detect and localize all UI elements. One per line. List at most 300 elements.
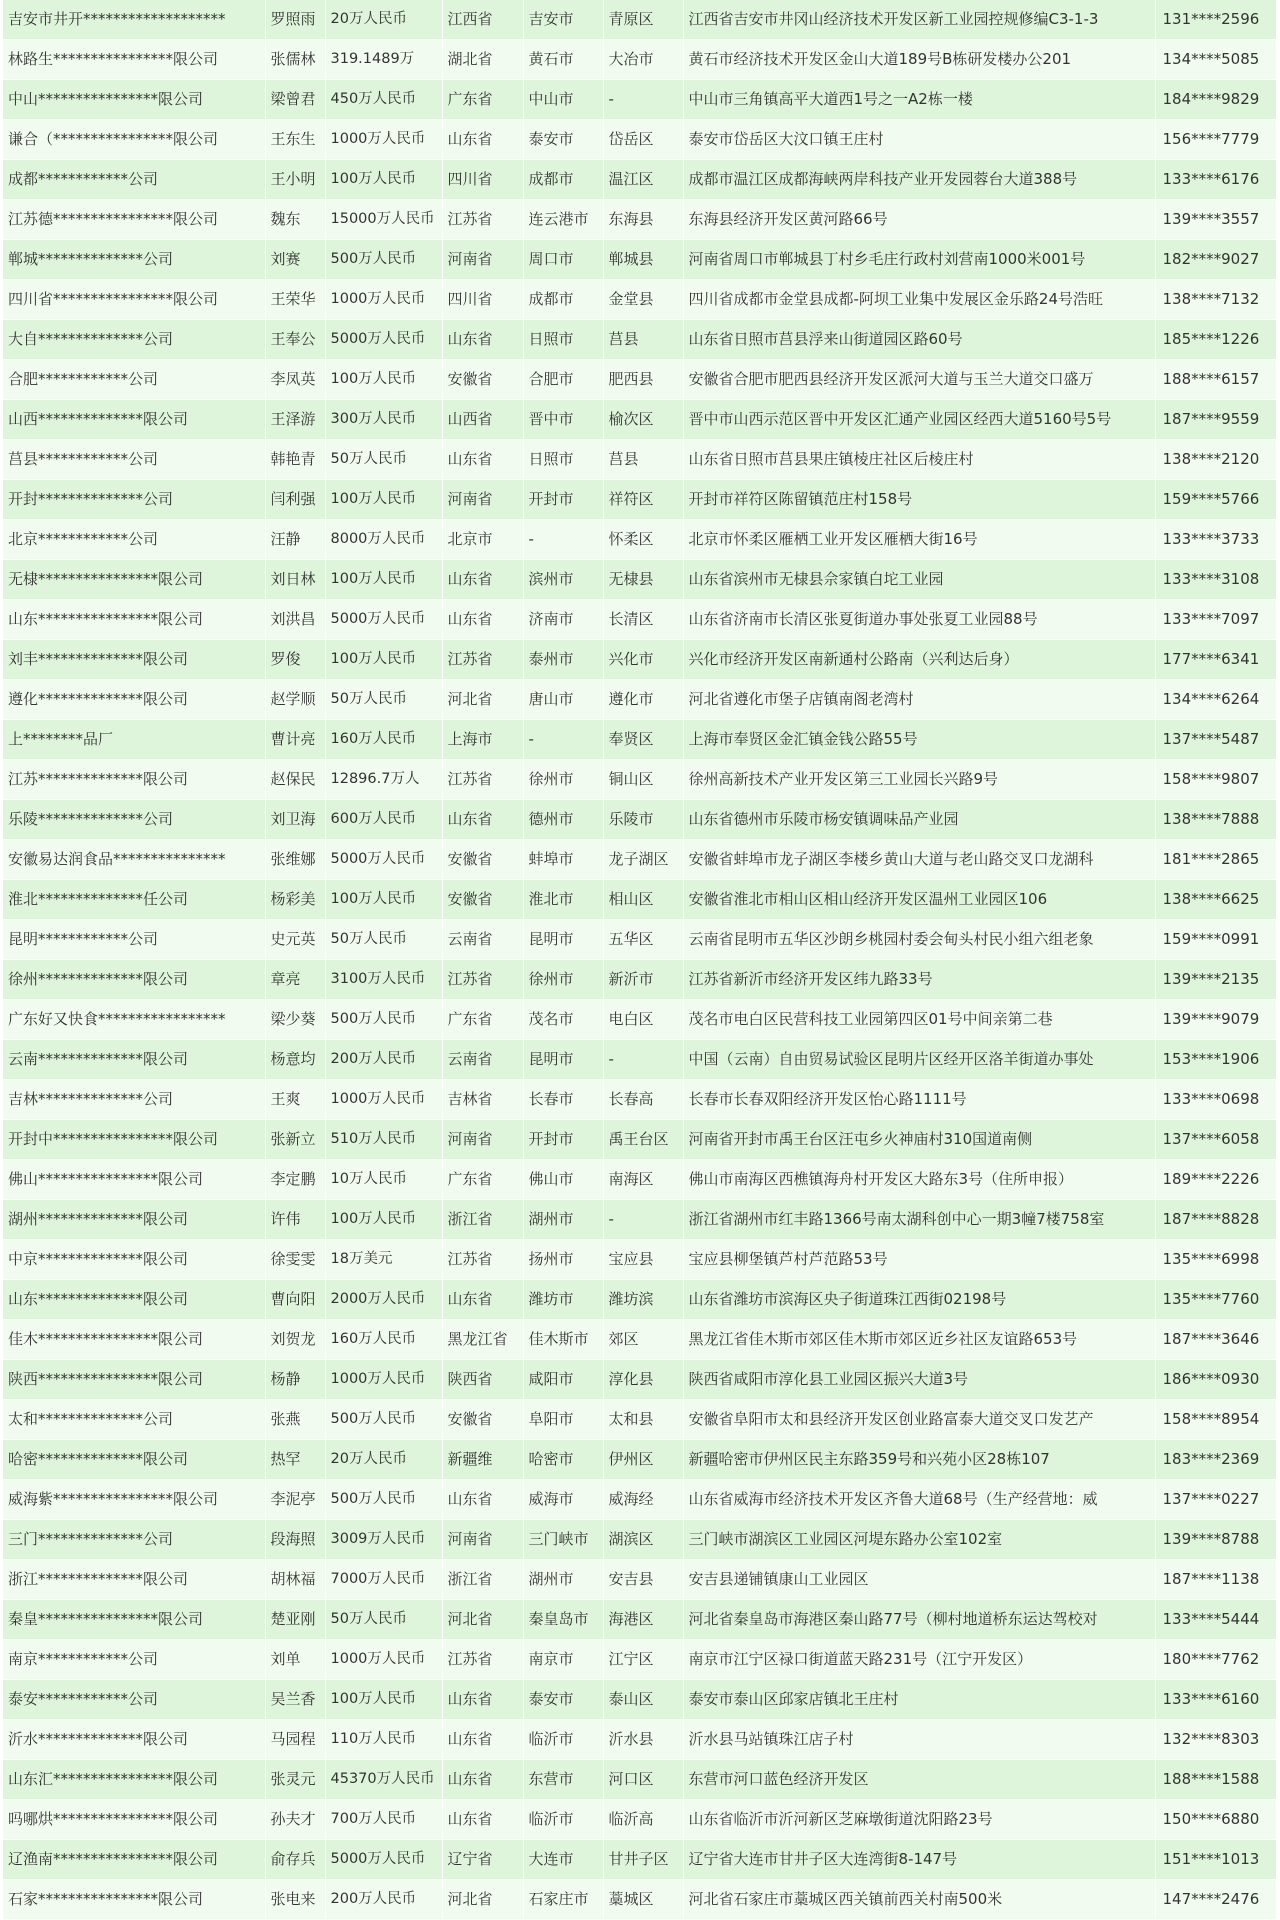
phone-cell: 134****6264 — [1155, 680, 1276, 720]
table-row — [3, 1000, 1276, 1040]
province-cell: 云南省 — [442, 920, 523, 960]
district-cell: 长春高 — [603, 1080, 683, 1120]
province-cell: 河南省 — [442, 1520, 523, 1560]
district-cell: 铜山区 — [603, 760, 683, 800]
district-cell: 遵化市 — [603, 680, 683, 720]
city-cell: 济南市 — [523, 600, 603, 640]
company-name-cell: 沂水**************限公司 — [3, 1720, 265, 1760]
phone-cell: 187****3646 — [1155, 1320, 1276, 1360]
district-cell: 莒县 — [603, 440, 683, 480]
legal-person-cell: 刘日林 — [265, 560, 325, 600]
phone-cell: 133****7097 — [1155, 600, 1276, 640]
legal-person-cell: 王爽 — [265, 1080, 325, 1120]
province-cell: 河北省 — [442, 1600, 523, 1640]
company-name-cell: 佳木****************限公司 — [3, 1320, 265, 1360]
address-cell: 茂名市电白区民营科技工业园第四区01号中间亲第二巷 — [683, 1000, 1155, 1040]
phone-cell: 132****8303 — [1155, 1720, 1276, 1760]
phone-cell: 135****7760 — [1155, 1280, 1276, 1320]
table-row — [3, 560, 1276, 600]
legal-person-cell: 刘洪昌 — [265, 600, 325, 640]
registered-capital-cell: 15000万人民币 — [325, 200, 442, 240]
legal-person-cell: 楚亚刚 — [265, 1600, 325, 1640]
district-cell: 威海经 — [603, 1480, 683, 1520]
city-cell: 茂名市 — [523, 1000, 603, 1040]
address-cell: 四川省成都市金堂县成都-阿坝工业集中发展区金乐路24号浩旺 — [683, 280, 1155, 320]
legal-person-cell: 李泥亭 — [265, 1480, 325, 1520]
legal-person-cell: 汪静 — [265, 520, 325, 560]
company-name-cell: 刘丰**************限公司 — [3, 640, 265, 680]
city-cell: 佳木斯市 — [523, 1320, 603, 1360]
company-name-cell: 江苏**************限公司 — [3, 760, 265, 800]
company-name-cell: 林路生****************限公司 — [3, 40, 265, 80]
city-cell: 日照市 — [523, 440, 603, 480]
registered-capital-cell: 45370万人民币 — [325, 1760, 442, 1800]
registered-capital-cell: 1000万人民币 — [325, 280, 442, 320]
table-row — [3, 1720, 1276, 1760]
phone-cell: 159****0991 — [1155, 920, 1276, 960]
legal-person-cell: 张儒林 — [265, 40, 325, 80]
address-cell: 云南省昆明市五华区沙朗乡桃园村委会甸头村民小组六组老象 — [683, 920, 1155, 960]
table-row — [3, 320, 1276, 360]
company-name-cell: 大自**************公司 — [3, 320, 265, 360]
company-name-cell: 中京**************限公司 — [3, 1240, 265, 1280]
district-cell: 宝应县 — [603, 1240, 683, 1280]
phone-cell: 139****8788 — [1155, 1520, 1276, 1560]
phone-cell: 181****2865 — [1155, 840, 1276, 880]
legal-person-cell: 张新立 — [265, 1120, 325, 1160]
legal-person-cell: 刘卫海 — [265, 800, 325, 840]
registered-capital-cell: 1000万人民币 — [325, 120, 442, 160]
company-name-cell: 郸城**************公司 — [3, 240, 265, 280]
registered-capital-cell: 12896.7万人 — [325, 760, 442, 800]
registered-capital-cell: 50万人民币 — [325, 680, 442, 720]
city-cell: 昆明市 — [523, 1040, 603, 1080]
address-cell: 黄石市经济技术开发区金山大道189号B栋研发楼办公201 — [683, 40, 1155, 80]
phone-cell: 133****3108 — [1155, 560, 1276, 600]
province-cell: 北京市 — [442, 520, 523, 560]
district-cell: 莒县 — [603, 320, 683, 360]
city-cell: 泰州市 — [523, 640, 603, 680]
address-cell: 三门峡市湖滨区工业园区河堤东路办公室102室 — [683, 1520, 1155, 1560]
registered-capital-cell: 100万人民币 — [325, 880, 442, 920]
legal-person-cell: 赵保民 — [265, 760, 325, 800]
phone-cell: 138****7888 — [1155, 800, 1276, 840]
table-row — [3, 800, 1276, 840]
address-cell: 佛山市南海区西樵镇海舟村开发区大路东3号（住所申报） — [683, 1160, 1155, 1200]
address-cell: 新疆哈密市伊州区民主东路359号和兴苑小区28栋107 — [683, 1440, 1155, 1480]
table-row — [3, 960, 1276, 1000]
registered-capital-cell: 510万人民币 — [325, 1120, 442, 1160]
district-cell: 淳化县 — [603, 1360, 683, 1400]
address-cell: 中国（云南）自由贸易试验区昆明片区经开区洛羊街道办事处 — [683, 1040, 1155, 1080]
company-name-cell: 泰安************公司 — [3, 1680, 265, 1720]
address-cell: 黑龙江省佳木斯市郊区佳木斯市郊区近乡社区友谊路653号 — [683, 1320, 1155, 1360]
registered-capital-cell: 20万人民币 — [325, 0, 442, 40]
company-name-cell: 威海紫****************限公司 — [3, 1480, 265, 1520]
phone-cell: 133****0698 — [1155, 1080, 1276, 1120]
table-row — [3, 1440, 1276, 1480]
address-cell: 河北省秦皇岛市海港区秦山路77号（柳村地道桥东运达驾校对 — [683, 1600, 1155, 1640]
company-name-cell: 无棣****************限公司 — [3, 560, 265, 600]
legal-person-cell: 赵学顺 — [265, 680, 325, 720]
city-cell: 开封市 — [523, 1120, 603, 1160]
registered-capital-cell: 1000万人民币 — [325, 1080, 442, 1120]
legal-person-cell: 徐雯雯 — [265, 1240, 325, 1280]
table-row — [3, 1120, 1276, 1160]
district-cell: 相山区 — [603, 880, 683, 920]
district-cell: 河口区 — [603, 1760, 683, 1800]
legal-person-cell: 王荣华 — [265, 280, 325, 320]
district-cell: 藁城区 — [603, 1880, 683, 1920]
table-row — [3, 1200, 1276, 1240]
company-name-cell: 吉林**************公司 — [3, 1080, 265, 1120]
phone-cell: 131****2596 — [1155, 0, 1276, 40]
address-cell: 山东省潍坊市滨海区央子街道珠江西街02198号 — [683, 1280, 1155, 1320]
district-cell: 湖滨区 — [603, 1520, 683, 1560]
district-cell: 郊区 — [603, 1320, 683, 1360]
company-name-cell: 上********品厂 — [3, 720, 265, 760]
legal-person-cell: 梁曾君 — [265, 80, 325, 120]
legal-person-cell: 王小明 — [265, 160, 325, 200]
address-cell: 上海市奉贤区金汇镇金钱公路55号 — [683, 720, 1155, 760]
registered-capital-cell: 50万人民币 — [325, 920, 442, 960]
province-cell: 广东省 — [442, 80, 523, 120]
registered-capital-cell: 500万人民币 — [325, 240, 442, 280]
company-name-cell: 云南**************限公司 — [3, 1040, 265, 1080]
city-cell: 唐山市 — [523, 680, 603, 720]
district-cell: 无棣县 — [603, 560, 683, 600]
district-cell: 禹王台区 — [603, 1120, 683, 1160]
city-cell: 晋中市 — [523, 400, 603, 440]
table-row — [3, 40, 1276, 80]
registered-capital-cell: 18万美元 — [325, 1240, 442, 1280]
district-cell: 金堂县 — [603, 280, 683, 320]
registered-capital-cell: 5000万人民币 — [325, 1840, 442, 1880]
phone-cell: 137****5487 — [1155, 720, 1276, 760]
district-cell: 东海县 — [603, 200, 683, 240]
legal-person-cell: 王东生 — [265, 120, 325, 160]
table-row — [3, 1680, 1276, 1720]
table-row — [3, 880, 1276, 920]
table-row — [3, 160, 1276, 200]
city-cell: 秦皇岛市 — [523, 1600, 603, 1640]
legal-person-cell: 俞存兵 — [265, 1840, 325, 1880]
company-name-cell: 秦皇****************限公司 — [3, 1600, 265, 1640]
district-cell: 五华区 — [603, 920, 683, 960]
company-name-cell: 江苏德****************限公司 — [3, 200, 265, 240]
company-name-cell: 浙江**************限公司 — [3, 1560, 265, 1600]
district-cell: - — [603, 1200, 683, 1240]
table-row — [3, 80, 1276, 120]
table-row — [3, 400, 1276, 440]
district-cell: 龙子湖区 — [603, 840, 683, 880]
district-cell: 伊州区 — [603, 1440, 683, 1480]
registered-capital-cell: 1000万人民币 — [325, 1360, 442, 1400]
phone-cell: 137****0227 — [1155, 1480, 1276, 1520]
company-name-cell: 佛山****************限公司 — [3, 1160, 265, 1200]
address-cell: 晋中市山西示范区晋中开发区汇通产业园区经西大道5160号5号 — [683, 400, 1155, 440]
company-name-cell: 开封**************公司 — [3, 480, 265, 520]
company-name-cell: 莒县************公司 — [3, 440, 265, 480]
district-cell: 海港区 — [603, 1600, 683, 1640]
district-cell: 江宁区 — [603, 1640, 683, 1680]
district-cell: 太和县 — [603, 1400, 683, 1440]
province-cell: 江苏省 — [442, 1640, 523, 1680]
phone-cell: 138****2120 — [1155, 440, 1276, 480]
city-cell: - — [523, 520, 603, 560]
legal-person-cell: 胡林福 — [265, 1560, 325, 1600]
city-cell: - — [523, 720, 603, 760]
province-cell: 河南省 — [442, 1120, 523, 1160]
legal-person-cell: 热罕 — [265, 1440, 325, 1480]
province-cell: 河北省 — [442, 680, 523, 720]
company-name-cell: 吗哪烘****************限公司 — [3, 1800, 265, 1840]
phone-cell: 133****3733 — [1155, 520, 1276, 560]
table-row — [3, 680, 1276, 720]
province-cell: 辽宁省 — [442, 1840, 523, 1880]
company-name-cell: 四川省****************限公司 — [3, 280, 265, 320]
company-table — [3, 0, 1277, 1920]
province-cell: 山东省 — [442, 440, 523, 480]
district-cell: 肥西县 — [603, 360, 683, 400]
company-name-cell: 北京************公司 — [3, 520, 265, 560]
address-cell: 南京市江宁区禄口街道蓝天路231号（江宁开发区） — [683, 1640, 1155, 1680]
address-cell: 江西省吉安市井冈山经济技术开发区新工业园控规修编C3-1-3 — [683, 0, 1155, 40]
table-row — [3, 760, 1276, 800]
address-cell: 山东省日照市莒县浮来山街道园区路60号 — [683, 320, 1155, 360]
table-row — [3, 1040, 1276, 1080]
table-row — [3, 1840, 1276, 1880]
district-cell: 泰山区 — [603, 1680, 683, 1720]
phone-cell: 187****9559 — [1155, 400, 1276, 440]
company-name-cell: 吉安市井开******************* — [3, 0, 265, 40]
phone-cell: 139****3557 — [1155, 200, 1276, 240]
address-cell: 浙江省湖州市红丰路1366号南太湖科创中心一期3幢7楼758室 — [683, 1200, 1155, 1240]
city-cell: 德州市 — [523, 800, 603, 840]
district-cell: 怀柔区 — [603, 520, 683, 560]
address-cell: 泰安市泰山区邱家店镇北王庄村 — [683, 1680, 1155, 1720]
legal-person-cell: 许伟 — [265, 1200, 325, 1240]
city-cell: 成都市 — [523, 280, 603, 320]
legal-person-cell: 闫利强 — [265, 480, 325, 520]
phone-cell: 184****9829 — [1155, 80, 1276, 120]
city-cell: 昆明市 — [523, 920, 603, 960]
registered-capital-cell: 2000万人民币 — [325, 1280, 442, 1320]
province-cell: 云南省 — [442, 1040, 523, 1080]
province-cell: 湖北省 — [442, 40, 523, 80]
province-cell: 黑龙江省 — [442, 1320, 523, 1360]
table-row — [3, 720, 1276, 760]
registered-capital-cell: 20万人民币 — [325, 1440, 442, 1480]
phone-cell: 133****5444 — [1155, 1600, 1276, 1640]
address-cell: 山东省日照市莒县果庄镇棱庄社区后棱庄村 — [683, 440, 1155, 480]
company-name-cell: 广东好又快食***************** — [3, 1000, 265, 1040]
district-cell: 乐陵市 — [603, 800, 683, 840]
legal-person-cell: 马园程 — [265, 1720, 325, 1760]
district-cell: 电白区 — [603, 1000, 683, 1040]
table-row — [3, 1760, 1276, 1800]
address-cell: 成都市温江区成都海峡两岸科技产业开发园蓉台大道388号 — [683, 160, 1155, 200]
province-cell: 四川省 — [442, 160, 523, 200]
city-cell: 连云港市 — [523, 200, 603, 240]
legal-person-cell: 杨彩美 — [265, 880, 325, 920]
province-cell: 江西省 — [442, 0, 523, 40]
legal-person-cell: 刘赛 — [265, 240, 325, 280]
registered-capital-cell: 10万人民币 — [325, 1160, 442, 1200]
company-name-cell: 安徽易达润食品*************** — [3, 840, 265, 880]
province-cell: 山东省 — [442, 120, 523, 160]
city-cell: 中山市 — [523, 80, 603, 120]
province-cell: 安徽省 — [442, 880, 523, 920]
table-row — [3, 360, 1276, 400]
province-cell: 山东省 — [442, 800, 523, 840]
address-cell: 安徽省合肥市肥西县经济开发区派河大道与玉兰大道交口盛万 — [683, 360, 1155, 400]
legal-person-cell: 李定鹏 — [265, 1160, 325, 1200]
company-name-cell: 哈密**************限公司 — [3, 1440, 265, 1480]
city-cell: 成都市 — [523, 160, 603, 200]
phone-cell: 180****7762 — [1155, 1640, 1276, 1680]
address-cell: 河南省周口市郸城县丁村乡毛庄行政村刘营南1000米001号 — [683, 240, 1155, 280]
phone-cell: 147****2476 — [1155, 1880, 1276, 1920]
registered-capital-cell: 500万人民币 — [325, 1000, 442, 1040]
district-cell: 祥符区 — [603, 480, 683, 520]
district-cell: 郸城县 — [603, 240, 683, 280]
legal-person-cell: 曹计亮 — [265, 720, 325, 760]
phone-cell: 138****6625 — [1155, 880, 1276, 920]
province-cell: 江苏省 — [442, 200, 523, 240]
phone-cell: 151****1013 — [1155, 1840, 1276, 1880]
province-cell: 四川省 — [442, 280, 523, 320]
phone-cell: 186****0930 — [1155, 1360, 1276, 1400]
table-row — [3, 1320, 1276, 1360]
province-cell: 陕西省 — [442, 1360, 523, 1400]
table-row — [3, 1160, 1276, 1200]
province-cell: 江苏省 — [442, 640, 523, 680]
province-cell: 河南省 — [442, 240, 523, 280]
address-cell: 宝应县柳堡镇芦村芦范路53号 — [683, 1240, 1155, 1280]
address-cell: 开封市祥符区陈留镇范庄村158号 — [683, 480, 1155, 520]
company-name-cell: 遵化**************限公司 — [3, 680, 265, 720]
phone-cell: 135****6998 — [1155, 1240, 1276, 1280]
city-cell: 长春市 — [523, 1080, 603, 1120]
registered-capital-cell: 5000万人民币 — [325, 840, 442, 880]
company-name-cell: 昆明************公司 — [3, 920, 265, 960]
phone-cell: 177****6341 — [1155, 640, 1276, 680]
address-cell: 江苏省新沂市经济开发区纬九路33号 — [683, 960, 1155, 1000]
phone-cell: 150****6880 — [1155, 1800, 1276, 1840]
district-cell: 长清区 — [603, 600, 683, 640]
legal-person-cell: 曹向阳 — [265, 1280, 325, 1320]
address-cell: 东营市河口蓝色经济开发区 — [683, 1760, 1155, 1800]
province-cell: 江苏省 — [442, 760, 523, 800]
phone-cell: 139****2135 — [1155, 960, 1276, 1000]
city-cell: 扬州市 — [523, 1240, 603, 1280]
phone-cell: 137****6058 — [1155, 1120, 1276, 1160]
legal-person-cell: 刘单 — [265, 1640, 325, 1680]
address-cell: 安徽省阜阳市太和县经济开发区创业路富泰大道交叉口发艺产 — [683, 1400, 1155, 1440]
table-row — [3, 1640, 1276, 1680]
company-name-cell: 湖州**************限公司 — [3, 1200, 265, 1240]
district-cell: 新沂市 — [603, 960, 683, 1000]
district-cell: - — [603, 80, 683, 120]
address-cell: 河北省石家庄市藁城区西关镇前西关村南500米 — [683, 1880, 1155, 1920]
legal-person-cell: 张维娜 — [265, 840, 325, 880]
company-name-cell: 乐陵**************公司 — [3, 800, 265, 840]
province-cell: 山东省 — [442, 1800, 523, 1840]
company-name-cell: 南京************公司 — [3, 1640, 265, 1680]
district-cell: 南海区 — [603, 1160, 683, 1200]
district-cell: - — [603, 1040, 683, 1080]
table-row — [3, 1400, 1276, 1440]
legal-person-cell: 罗俊 — [265, 640, 325, 680]
district-cell: 岱岳区 — [603, 120, 683, 160]
province-cell: 山东省 — [442, 1760, 523, 1800]
province-cell: 河北省 — [442, 1880, 523, 1920]
company-name-cell: 山西**************限公司 — [3, 400, 265, 440]
address-cell: 山东省德州市乐陵市杨安镇调味品产业园 — [683, 800, 1155, 840]
city-cell: 开封市 — [523, 480, 603, 520]
district-cell: 安吉县 — [603, 1560, 683, 1600]
table-row — [3, 440, 1276, 480]
table-row — [3, 1560, 1276, 1600]
province-cell: 山东省 — [442, 320, 523, 360]
phone-cell: 133****6160 — [1155, 1680, 1276, 1720]
province-cell: 安徽省 — [442, 840, 523, 880]
registered-capital-cell: 500万人民币 — [325, 1400, 442, 1440]
address-cell: 沂水县马站镇珠江店子村 — [683, 1720, 1155, 1760]
table-row — [3, 480, 1276, 520]
address-cell: 山东省济南市长清区张夏街道办事处张夏工业园88号 — [683, 600, 1155, 640]
province-cell: 河南省 — [442, 480, 523, 520]
city-cell: 东营市 — [523, 1760, 603, 1800]
province-cell: 新疆维 — [442, 1440, 523, 1480]
registered-capital-cell: 100万人民币 — [325, 1200, 442, 1240]
registered-capital-cell: 110万人民币 — [325, 1720, 442, 1760]
city-cell: 吉安市 — [523, 0, 603, 40]
city-cell: 湖州市 — [523, 1560, 603, 1600]
district-cell: 临沂高 — [603, 1800, 683, 1840]
company-name-cell: 山东**************限公司 — [3, 1280, 265, 1320]
company-name-cell: 辽渔南****************限公司 — [3, 1840, 265, 1880]
address-cell: 东海县经济开发区黄河路66号 — [683, 200, 1155, 240]
legal-person-cell: 张燕 — [265, 1400, 325, 1440]
registered-capital-cell: 8000万人民币 — [325, 520, 442, 560]
legal-person-cell: 史元英 — [265, 920, 325, 960]
legal-person-cell: 张灵元 — [265, 1760, 325, 1800]
district-cell: 奉贤区 — [603, 720, 683, 760]
company-name-cell: 三门**************公司 — [3, 1520, 265, 1560]
registered-capital-cell: 200万人民币 — [325, 1880, 442, 1920]
address-cell: 徐州高新技术产业开发区第三工业园长兴路9号 — [683, 760, 1155, 800]
city-cell: 临沂市 — [523, 1720, 603, 1760]
city-cell: 泰安市 — [523, 1680, 603, 1720]
company-name-cell: 山东汇****************限公司 — [3, 1760, 265, 1800]
phone-cell: 156****7779 — [1155, 120, 1276, 160]
city-cell: 湖州市 — [523, 1200, 603, 1240]
legal-person-cell: 杨意均 — [265, 1040, 325, 1080]
table-row — [3, 640, 1276, 680]
province-cell: 山东省 — [442, 1720, 523, 1760]
company-name-cell: 山东****************限公司 — [3, 600, 265, 640]
table-row — [3, 840, 1276, 880]
table-row — [3, 920, 1276, 960]
province-cell: 广东省 — [442, 1160, 523, 1200]
address-cell: 兴化市经济开发区南新通村公路南（兴利达后身） — [683, 640, 1155, 680]
address-cell: 山东省滨州市无棣县佘家镇白坨工业园 — [683, 560, 1155, 600]
table-row — [3, 0, 1276, 40]
company-name-cell: 合肥************公司 — [3, 360, 265, 400]
province-cell: 山东省 — [442, 600, 523, 640]
